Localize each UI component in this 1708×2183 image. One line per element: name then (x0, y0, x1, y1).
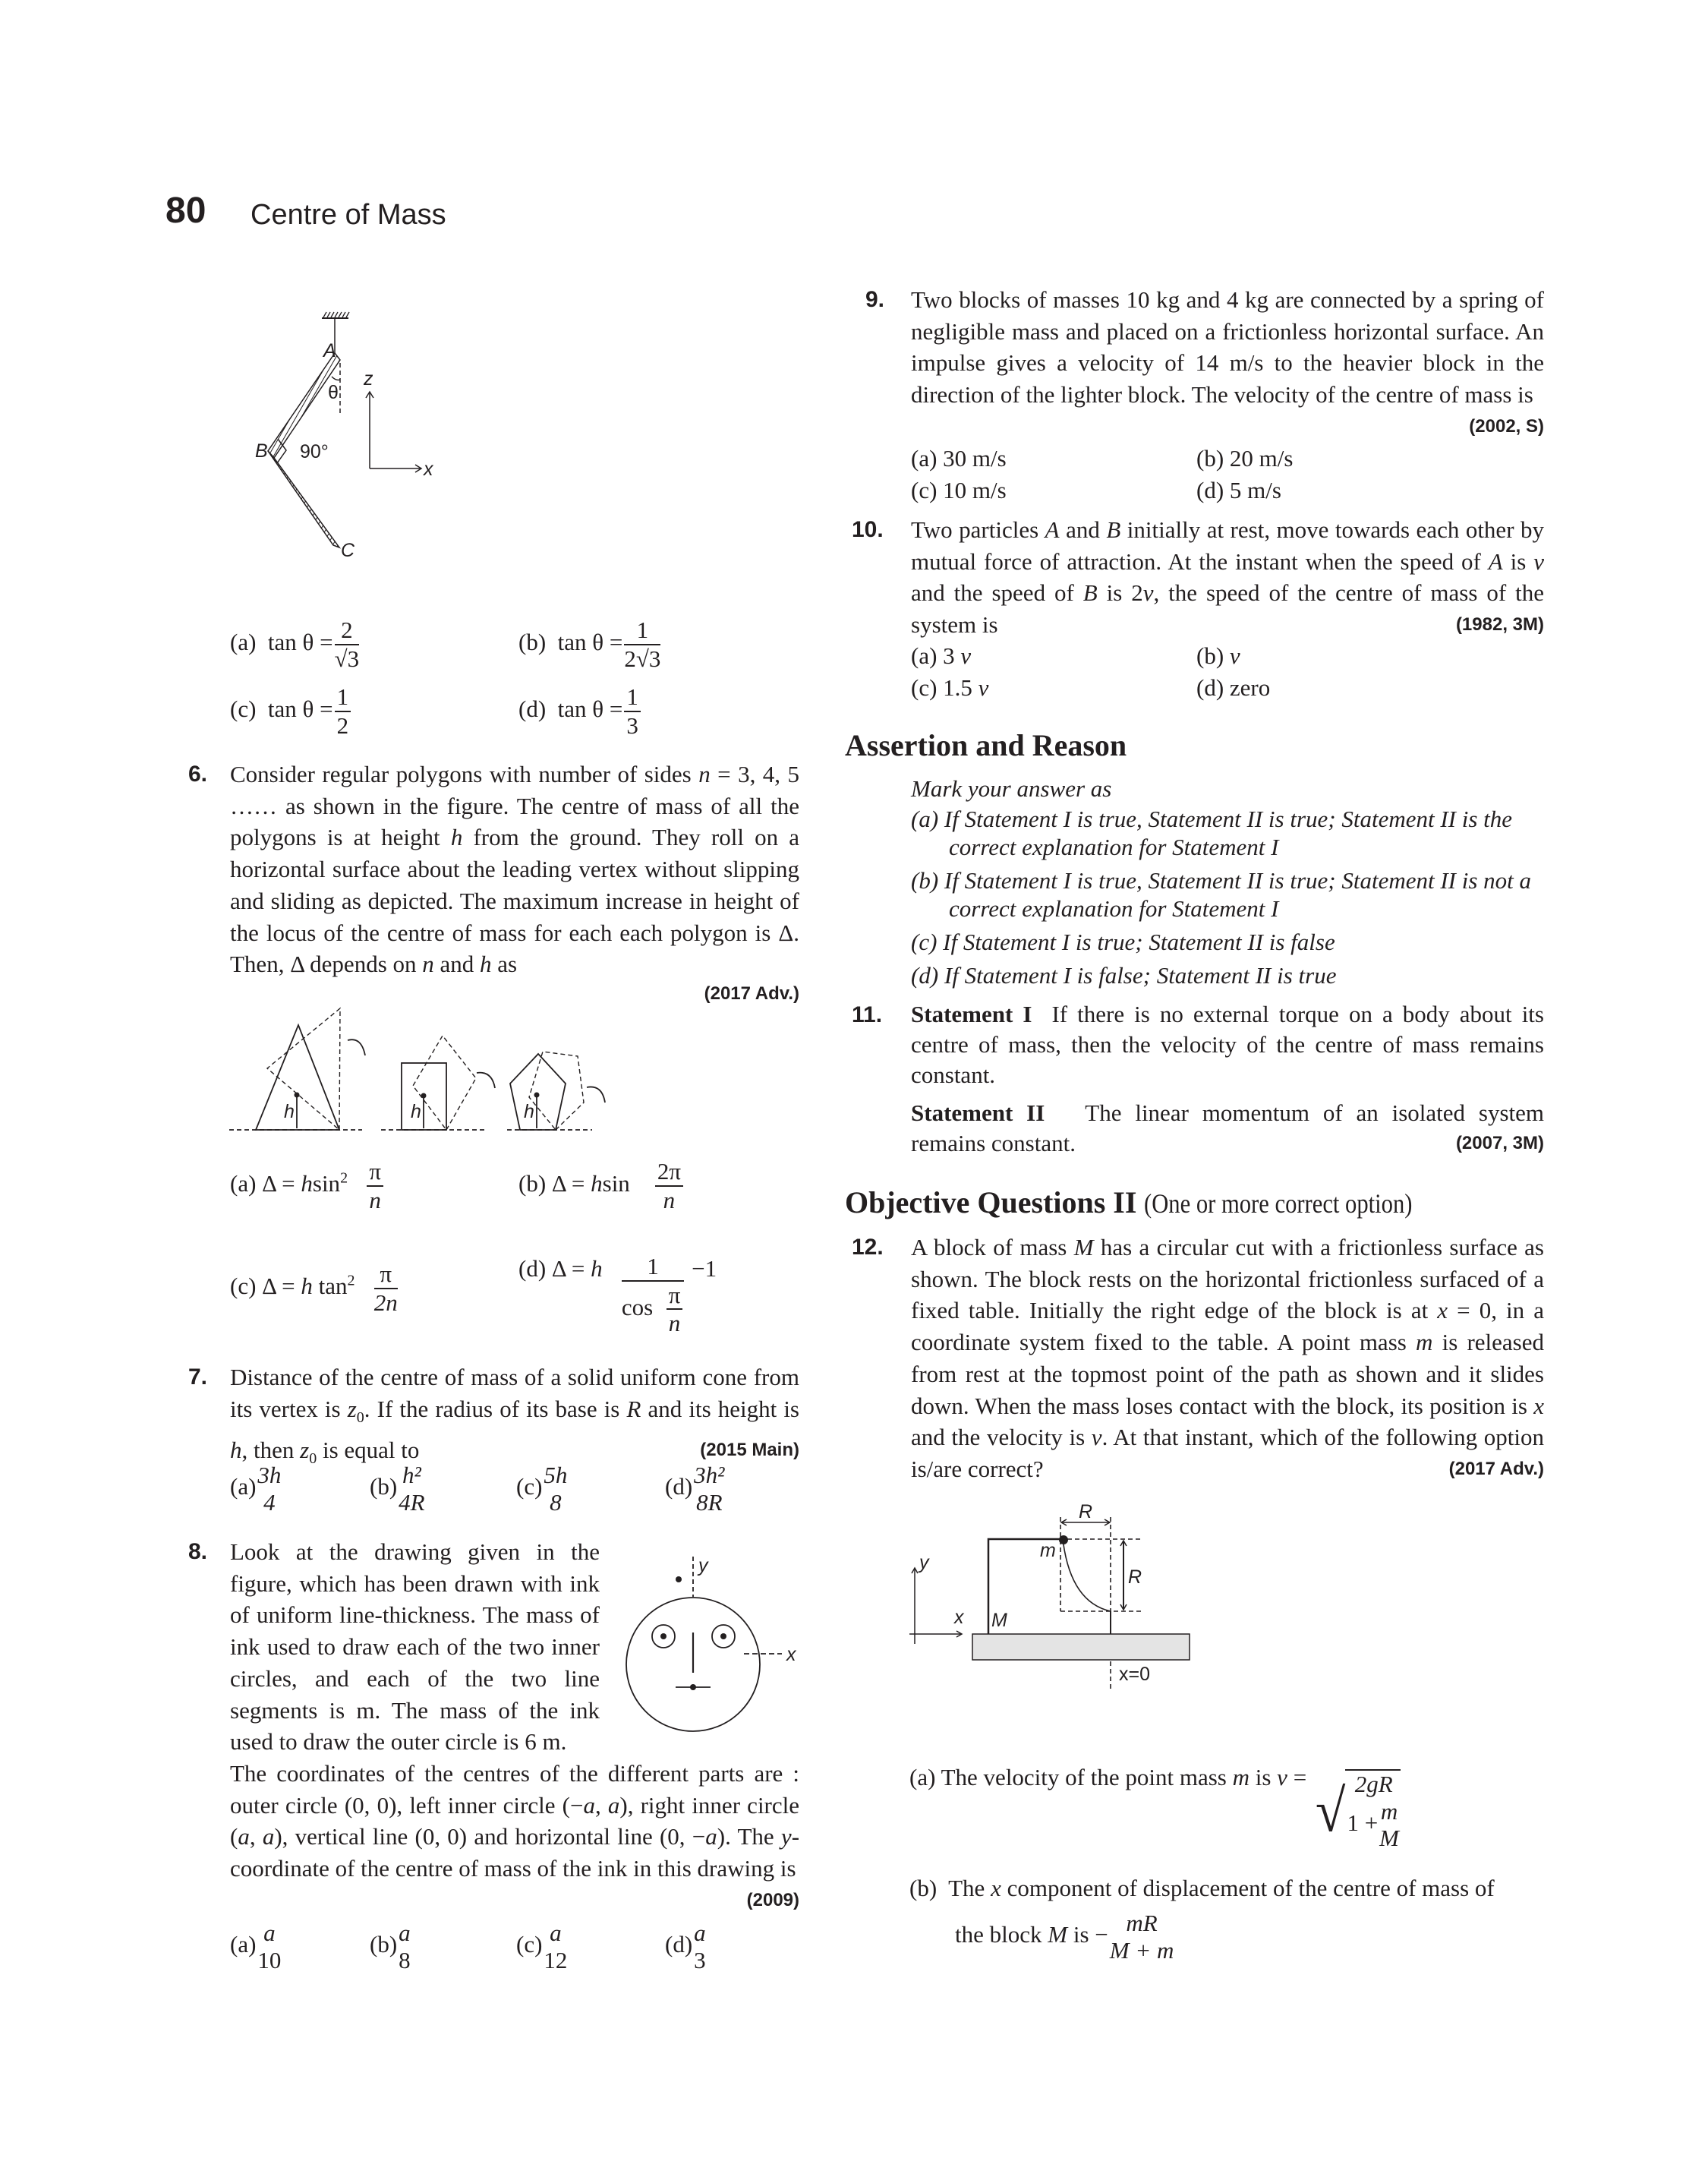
heading-subtext: (One or more correct option) (1144, 1188, 1413, 1219)
q9-number: 9. (865, 287, 885, 312)
fn: sin (602, 1169, 630, 1197)
statement-1-text: If there is no external torque on a body about its centre of mass, then the velocity of the centre of mass remains constant. (911, 1001, 1544, 1088)
fn: tan (318, 1272, 348, 1299)
q7-option-c[interactable] (516, 1462, 569, 1516)
q8-option-b[interactable] (370, 1920, 412, 1973)
option-label: (a) (230, 1472, 257, 1500)
denominator (622, 1282, 684, 1337)
h-label: h (524, 1101, 534, 1122)
denominator: 3 (626, 711, 638, 739)
denominator: 2 (336, 711, 349, 739)
option-label: (d) (518, 695, 547, 722)
assertion-item-a: (a) If Statement I is true, Statement II is true; Statement II is the correct explanation for Statement I (911, 806, 1513, 860)
q12-option-a[interactable] (909, 1762, 1401, 1860)
assertion-item-d: (d) If Statement I is false; Statement II is true (911, 962, 1337, 989)
q9-tag: (2002, S) (1469, 415, 1544, 437)
assertion-instructions (911, 774, 1544, 995)
q6-option-c[interactable] (230, 1260, 399, 1316)
option-label: (b) (518, 628, 547, 655)
option-label: (a) (230, 1930, 257, 1957)
option-label: (a) (909, 1764, 936, 1790)
q6-number: 6. (188, 762, 208, 787)
q9-option-a[interactable]: (a) 30 m/s (911, 445, 1007, 472)
numerator: π (374, 1260, 398, 1289)
option-label: (c) (516, 1930, 543, 1957)
denominator: 3 (694, 1946, 706, 1973)
q6-option-b[interactable] (518, 1158, 685, 1213)
numerator: 1 (624, 617, 660, 645)
label-a: A (323, 340, 336, 361)
option-label: (b) (370, 1930, 398, 1957)
option-label: (d) (518, 1255, 547, 1282)
power: 2 (347, 1272, 355, 1289)
q8-option-d[interactable] (665, 1920, 707, 1973)
label-90: 90° (300, 441, 329, 462)
numerator: 3h² (694, 1462, 725, 1488)
q10-option-d[interactable]: (d) zero (1196, 674, 1271, 701)
denominator: 8 (550, 1488, 562, 1516)
denominator: 12 (544, 1946, 568, 1973)
q9-text (911, 284, 1544, 443)
label-big-m: M (991, 1610, 1007, 1631)
q8-option-a[interactable] (230, 1920, 282, 1973)
label-r-top: R (1079, 1501, 1093, 1522)
numerator: a (694, 1920, 706, 1946)
q6-tag: (2017 Adv.) (704, 983, 799, 1004)
q10-option-b[interactable]: (b) v (1196, 642, 1240, 669)
q9-option-b[interactable]: (b) 20 m/s (1196, 445, 1294, 472)
q6-text (230, 759, 799, 1008)
numerator: m (1380, 1797, 1398, 1825)
denominator: 8 (399, 1946, 411, 1973)
denominator: n (369, 1186, 381, 1213)
var-h: h (591, 1169, 603, 1197)
numerator: 2 (335, 617, 360, 645)
option-label: (c) (516, 1472, 543, 1500)
denominator: 4 (263, 1488, 276, 1516)
numerator: π (367, 1158, 383, 1187)
power: 2 (340, 1169, 348, 1187)
option-lhs: Δ = (262, 1169, 301, 1197)
q10-number: 10. (852, 517, 884, 542)
q7-option-a[interactable] (230, 1462, 282, 1516)
option-text: The velocity of the point mass m is v = (941, 1764, 1307, 1790)
q8-text-2 (230, 1758, 799, 1916)
numerator: 1 (622, 1253, 684, 1282)
q6-body: Consider regular polygons with number of sides n = 3, 4, 5 …… as shown in the figure. The centre of mass of all the polygons is at height h from the ground. They roll on a horizontal surface about the leading vertex without slipping and sliding as depicted. The maximum increase in height of the locus of the centre of mass for each each polygon is Δ. Then, Δ depends on n and h as (230, 761, 799, 978)
numerator: h² (402, 1462, 421, 1488)
axis-x-label: x (424, 459, 433, 480)
polygons-figure (224, 1002, 611, 1139)
numerator: 1 (624, 683, 641, 712)
option-label: (b) (370, 1472, 398, 1500)
denominator: 4R (399, 1488, 425, 1516)
q5-option-b[interactable] (518, 617, 662, 672)
label-theta: θ (328, 382, 339, 403)
assertion-item-c: (c) If Statement I is true; Statement II is false (911, 929, 1335, 955)
q7-option-b[interactable] (370, 1462, 427, 1516)
radical-sign: √ (1315, 1778, 1346, 1844)
denominator: 10 (257, 1946, 282, 1973)
q7-body: Distance of the centre of mass of a solid uniform cone from its vertex is $z_0$. If the radius of its base is R and its height is h, then $z_0$ is equal to (230, 1364, 800, 1467)
q8-number: 8. (188, 1539, 208, 1564)
axis-y-label: y (919, 1552, 929, 1573)
q7-option-d[interactable] (665, 1462, 726, 1516)
numerator: a (550, 1920, 562, 1946)
q11-tag: (2007, 3M) (1455, 1133, 1544, 1153)
q12-tag: (2017 Adv.) (1448, 1458, 1544, 1479)
axis-z-label: z (364, 368, 373, 390)
numerator: 2gR (1354, 1771, 1393, 1797)
numerator: 5h (544, 1462, 568, 1488)
statement-2-label: Statement II (911, 1099, 1045, 1126)
q5-option-d[interactable] (518, 683, 642, 739)
numerator: a (399, 1920, 411, 1946)
q12-body: A block of mass M has a circular cut with a frictionless surface as shown. The block rests on the horizontal frictionless surfaced of a fixed table. Initially the right edge of the block is at x = 0, in a coordinate system fixed to the table. A point mass m is released from rest at the topmost point of the path as shown and it slides down. When the mass loses contact with the block, its position is x and the velocity is v. At that instant, which of the following option is/are correct? (911, 1234, 1544, 1482)
q5-option-c[interactable] (230, 683, 352, 739)
q8-tag: (2009) (746, 1889, 799, 1910)
var-h: h (591, 1255, 603, 1282)
numerator: 3h (257, 1462, 282, 1488)
q7-text (230, 1361, 799, 1475)
option-lhs: tan θ = (267, 628, 333, 655)
numerator: 2π (655, 1158, 683, 1187)
denominator: M + m (1109, 1936, 1174, 1964)
option-lhs: tan θ = (557, 628, 623, 655)
assertion-item-b: (b) If Statement I is true, Statement II is true; Statement II is not a correct explanation for Statement I (911, 867, 1532, 922)
q5-option-a[interactable] (230, 617, 361, 672)
option-label: (a) (230, 628, 257, 655)
sqrt-expression (1316, 1762, 1401, 1860)
option-label: (c) (230, 1272, 257, 1299)
q10-body: Two particles A and B initially at rest, move towards each other by mutual force of attraction. At the instant when the speed of A is v and the speed of B is 2v, the speed of the centre of mass of the system is (911, 516, 1545, 639)
numerator: π (666, 1282, 683, 1311)
var-h: h (301, 1272, 313, 1299)
denominator: 8R (696, 1488, 723, 1516)
page-number: 80 (165, 191, 206, 231)
numerator: 1 (335, 683, 351, 712)
q7-number: 7. (188, 1364, 208, 1390)
numerator: mR (1126, 1910, 1158, 1936)
q11-statement-1 (911, 999, 1544, 1090)
q11-statement-2 (911, 1098, 1544, 1159)
option-label: (d) (665, 1472, 693, 1500)
label-r-side: R (1128, 1566, 1142, 1588)
statement-1-label: Statement I (911, 1001, 1032, 1027)
numerator: a (263, 1920, 276, 1946)
option-lhs: tan θ = (267, 695, 333, 722)
denominator: √3 (334, 645, 360, 672)
option-lhs: Δ = (551, 1255, 591, 1282)
label-m: m (1040, 1540, 1056, 1561)
denominator: M (1379, 1825, 1399, 1852)
q9-option-c[interactable]: (c) 10 m/s (911, 477, 1007, 503)
q11-number: 11. (852, 1002, 883, 1027)
statement-2-text: The linear momentum of an isolated system remains constant. (911, 1099, 1544, 1156)
ink-face-figure (622, 1549, 805, 1739)
bent-rod-figure (228, 304, 455, 623)
denominator: 2√3 (624, 645, 661, 672)
var-h: h (301, 1169, 313, 1197)
cos: cos (621, 1293, 654, 1320)
q9-body: Two blocks of masses 10 kg and 4 kg are connected by a spring of negligible mass and placed on a frictionless horizontal surface. An impulse gives a velocity of 14 m/s to the heavier block in the direction of the lighter block. The velocity of the centre of mass is (911, 286, 1544, 409)
option-lhs: Δ = (551, 1169, 591, 1197)
q10-tag: (1982, 3M) (1455, 614, 1544, 636)
q8-body: The coordinates of the centres of the different parts are : outer circle (0, 0), left inner circle (−a, a), right inner circle (a, a), vertical line (0, 0) and horizontal line (0, −a). The y-coordinate of the centre of mass of the ink in this drawing is (230, 1760, 800, 1882)
q8-option-c[interactable] (516, 1920, 569, 1973)
minus-one: −1 (692, 1255, 717, 1282)
option-label: (b) (909, 1875, 938, 1901)
q12-text (911, 1232, 1544, 1485)
axis-x-label: x (954, 1607, 964, 1628)
denominator (1347, 1798, 1401, 1852)
section-heading-objective (845, 1185, 1460, 1220)
option-lhs: Δ = (262, 1272, 301, 1299)
q9-option-d[interactable]: (d) 5 m/s (1196, 477, 1281, 503)
q12-option-b-cont (955, 1910, 1175, 1964)
fn: sin (312, 1169, 341, 1197)
option-label: (d) (665, 1930, 693, 1957)
chapter-title: Centre of Mass (251, 199, 446, 231)
section-heading-assertion: Assertion and Reason (845, 728, 1127, 762)
q12-number: 12. (852, 1235, 884, 1260)
h-label: h (411, 1101, 421, 1122)
heading-text: Objective Questions II (845, 1185, 1137, 1219)
option-lhs: tan θ = (557, 695, 623, 722)
q7-tag: (2015 Main) (700, 1439, 799, 1460)
axis-y-label: y (698, 1555, 708, 1576)
q10-text (911, 514, 1544, 641)
option-label: (c) (230, 695, 257, 722)
q8-text-1: Look at the drawing given in the figure, which has been drawn with ink of uniform line-thickness. The mass of ink used to draw each of the two inner circles, and each of the two line segments is m. The mass of the ink used to draw the outer circle is 6 m. (230, 1538, 600, 1756)
denominator: 2n (373, 1289, 398, 1316)
q6-option-a[interactable] (230, 1158, 385, 1213)
option-label: (b) (518, 1169, 547, 1197)
option-text: The x component of displacement of the centre of mass of (948, 1875, 1495, 1901)
option-label: (a) (230, 1169, 257, 1197)
block-circular-cut-figure (896, 1503, 1215, 1708)
assertion-intro: Mark your answer as (911, 775, 1112, 802)
q10-option-c[interactable]: (c) 1.5 v (911, 674, 989, 701)
h-label: h (284, 1101, 295, 1122)
denominator: n (668, 1310, 681, 1337)
label-x-equals-0: x=0 (1119, 1664, 1151, 1685)
denominator: n (663, 1186, 676, 1213)
q12-option-b[interactable] (909, 1872, 1495, 1904)
label-c: C (341, 540, 355, 561)
q10-option-a[interactable]: (a) 3 v (911, 642, 972, 669)
q6-option-d[interactable] (518, 1253, 717, 1337)
one-plus: 1 + (1347, 1809, 1379, 1836)
option-text: the block M is − (955, 1920, 1108, 1948)
axis-x-label: x (786, 1644, 796, 1665)
label-b: B (255, 440, 268, 462)
